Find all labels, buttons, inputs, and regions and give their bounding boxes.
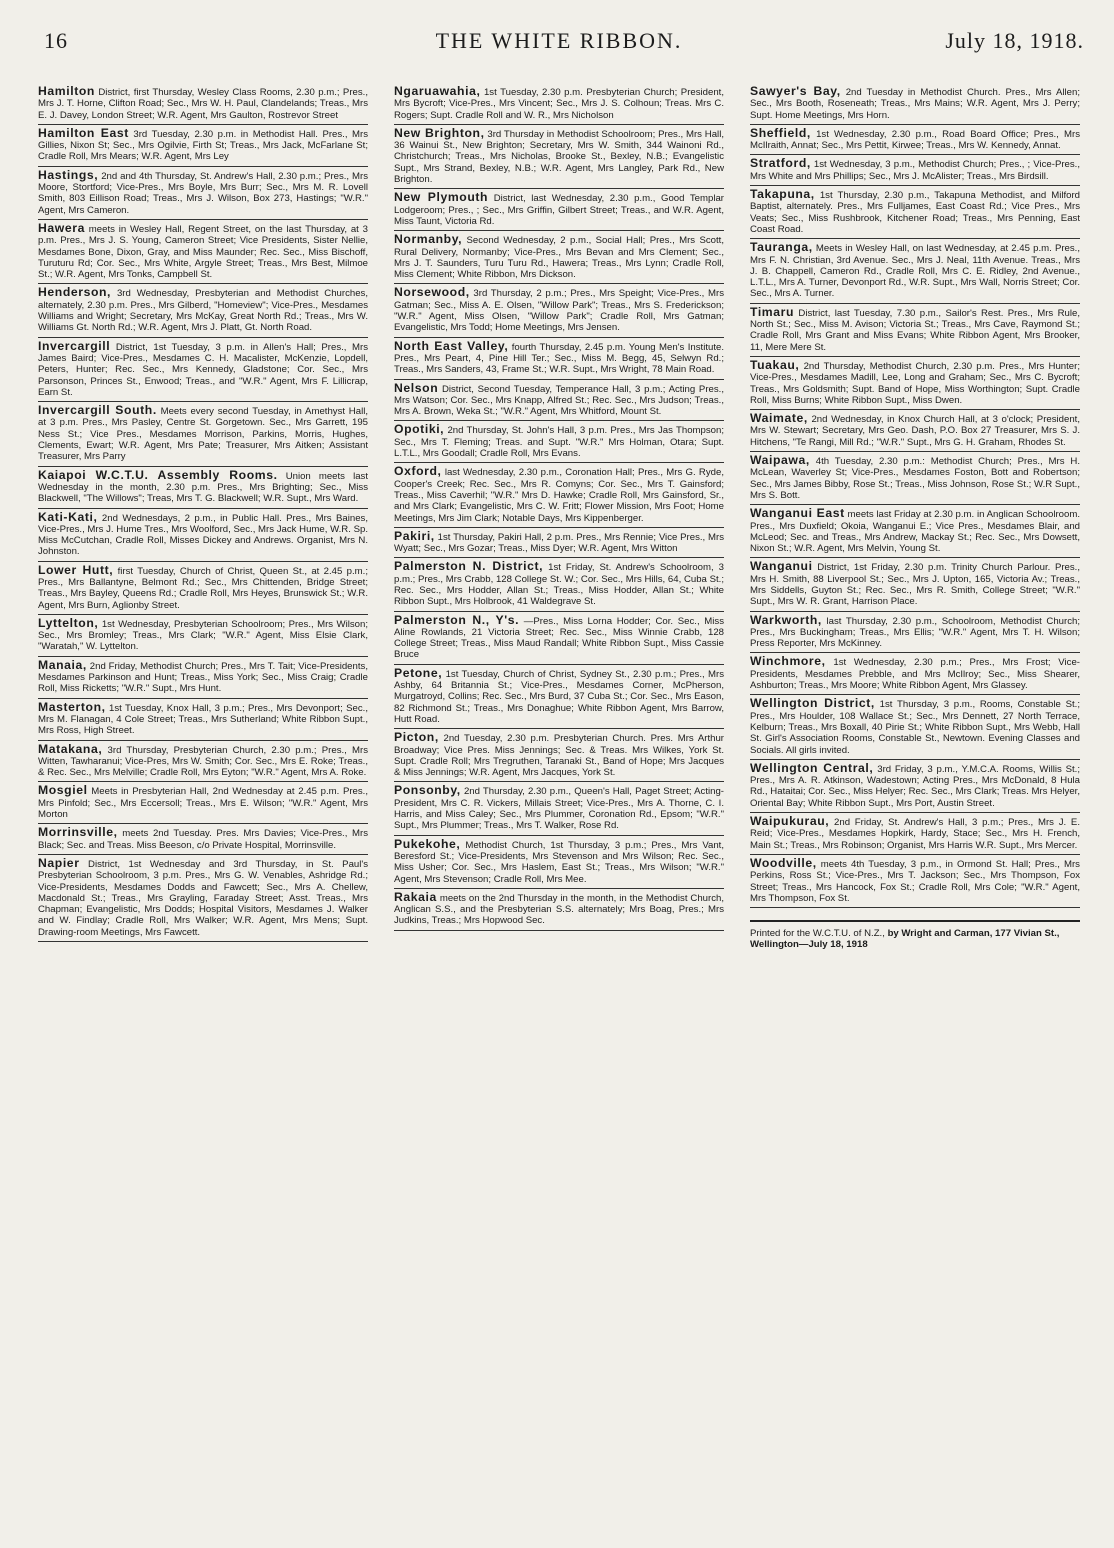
union-name: Manaia, [38, 657, 87, 672]
union-entry [394, 466, 724, 527]
union-entry [38, 855, 368, 942]
union-entry [38, 827, 368, 855]
union-entry [394, 86, 724, 125]
union-details: 4th Tuesday, 2.30 p.m.: Methodist Church; Pres., Mrs H. McLean, Waverley St; Vice-Pres., Mesdames Foston, Bott and Robertson; Sec., Mrs James Bibby, Rose St.; Treas., Miss Johnson, Rose St.; W.R Supt., Mrs S. Bott. [750, 456, 1080, 501]
union-details: District, Second Tuesday, Temperance Hall, 3 p.m.; Acting Pres., Mrs Watson; Cor. Sec., Mrs Knapp, Alfred St.; Rec. Sec., Mrs Judson; Treas., Mrs A. Brown, Weka St.; "W.R." Agent, Mrs Whitford, Mount St. [394, 383, 724, 418]
column-1 [38, 86, 368, 1526]
union-details: 3rd Thursday, 2 p.m.; Pres., Mrs Speight; Vice-Pres., Mrs Gatman; Sec., Miss A. E. Olsen, "Willow Park"; Treas., Mrs S. Frederickson; "W.R." Agent, Miss Olsen, "Willow Park"; Cradle Roll, Mrs Gatman; Evangelistic, Mrs Todd; Home Meetings, Mrs Jensen. [394, 288, 724, 334]
union-details: 2nd and 4th Thursday, St. Andrew's Hall, 2.30 p.m.; Pres., Mrs Moore, Stortford; Vice-Pres., Mrs Boyle, Mrs Burr; Sec., Mrs M. R. Lovell Smith, 803 Eillison Road; Treas., Mrs J. Wilson, Box 273, Hastings; "W.R." Agent, Mrs Cameron. [38, 170, 368, 216]
union-name: Wellington District, [750, 696, 875, 711]
union-name: Mosgiel [38, 783, 88, 798]
union-entry [750, 656, 1080, 695]
union-details: District, last Tuesday, 7.30 p.m., Sailor's Rest. Pres., Mrs Rule, North St.; Sec., Miss M. Avison; Victoria St.; Treas., Mrs Cave, Raymond St.; Cradle Roll, Mrs Grant and Miss Evans; White Ribbon Agent, Mrs Brooker, 11, Mere Mere St. [750, 307, 1080, 353]
union-entry [38, 741, 368, 783]
union-name: New Brighton, [394, 125, 485, 140]
union-name: Waipukurau, [750, 814, 830, 829]
union-details: 1st Wednesday, 2.30 p.m., Road Board Office; Pres., Mrs McIlraith, Annat; Sec., Mrs Pettit, Kirwee; Treas., Mrs W. Kennedy, Annat. [750, 128, 1080, 152]
union-entry [750, 413, 1080, 452]
union-entry [38, 167, 368, 220]
union-name: Invercargill [38, 338, 111, 353]
union-entry [750, 698, 1080, 759]
union-entry [38, 467, 368, 509]
union-entry [750, 158, 1080, 186]
union-name: Tuakau, [750, 357, 800, 372]
union-entry [750, 561, 1080, 611]
union-details: 1st Tuesday, Knox Hall, 3 p.m.; Pres., Mrs Devonport; Sec., Mrs M. Flanagan, 4 Cole Street; Treas., Mrs Sutherland; White Ribbon Supt., Mrs Ross, High Street. [38, 702, 368, 737]
union-entry [38, 287, 368, 337]
union-details: last Thursday, 2.30 p.m., Schoolroom, Methodist Church; Pres., Mrs Buckingham; Treas., Mrs Ellis; "W.R." Agent, Mrs T. H. Wilson; Press Reporter, Mrs McKinney. [750, 615, 1080, 650]
union-details: Meets in Presbyterian Hall, 2nd Wednesday at 2.45 p.m. Pres., Mrs Pinfold; Sec., Mrs Eccersoll; Treas., Mrs E. Wilson; "W.R." Agent, Mrs Morton [38, 786, 368, 821]
union-details: 1st Friday, St. Andrew's Schoolroom, 3 p.m.; Pres., Mrs Crabb, 128 College St. W.; Cor. Sec., Mrs Hills, 64, Cuba St.; Rec. Sec., Mrs Hodder, Allan St.; Treas., Miss Hodder, Allan St.; White Ribbon Supt., Mrs Holbrook, 41 Waldegrave St. [394, 562, 724, 608]
union-entry [750, 455, 1080, 505]
union-name: Ponsonby, [394, 783, 461, 798]
directory-columns [38, 86, 1082, 1526]
union-name: Invercargill South. [38, 403, 157, 418]
imprint-lead: Printed for the W.C.T.U. of N.Z., [750, 928, 888, 940]
union-name: Pukekohe, [394, 836, 461, 851]
union-name: Morrinsville, [38, 825, 118, 840]
union-details: Meets every second Tuesday, in Amethyst Hall, at 3 p.m. Pres., Mrs Pasley, Centre St. Gorgetown. Sec., Mrs Garrett, 195 Ness St.; Vice Pres., Mesdames Morrison, Parkins, Morris, Hughes, Clements, Ewart; W.R. Agent, Mrs Pate; Treasurer, Mrs Aitken; Assistant Treasurer, Mrs Parry [38, 406, 368, 463]
union-entry [394, 665, 724, 729]
union-details: 1st Thursday, 2.30 p.m., Takapuna Methodist, and Milford Baptist, alternately. Pres., Mrs Fulljames, East Coast Rd.; Vice Pres., Mrs Veats; Sec., Miss Rushbrook, Kitchener Road; Treas., Mrs Penning, East Coast Road. [750, 190, 1080, 235]
union-details: —Pres., Miss Lorna Hodder; Cor. Sec., Miss Aline Rowlands, 21 Victoria Street; Rec. Sec., Miss Winnie Crabb, 128 College Street; Treas., Miss Maud Randall; White Ribbon Supt., Miss Cassie Bruce [394, 615, 724, 661]
union-name: Norsewood, [394, 285, 470, 300]
union-name: Masterton, [38, 699, 106, 714]
union-name: Palmerston N., Y's. [394, 612, 520, 627]
union-entry [38, 125, 368, 167]
union-entry [394, 889, 724, 931]
union-details: 3rd Friday, 3 p.m., Y.M.C.A. Rooms, Willis St.; Pres., Mrs A. R. Atkinson, Wadestown; Acting Pres., Mrs McDonald, 8 Hula Rd., Hataitai; Cor. Sec., Miss Helyer; Rec. Sec., Mrs Clark; Treas. Mrs Helyer, Oriental Bay; White Ribbon Supt., Mrs Port, Austin Street. [750, 763, 1080, 809]
union-name: Ngaruawahia, [394, 86, 481, 98]
union-entry [394, 234, 724, 284]
union-details: 2nd Tuesday in Methodist Church. Pres., Mrs Allen; Sec., Mrs Booth, Roseneath; Treas., Mrs Mains; W.R. Agent, Mrs J. Perry; Supt. Home Meetings, Mrs Horn. [750, 87, 1080, 121]
union-name: Tauranga, [750, 240, 813, 255]
page-header [34, 28, 1084, 58]
union-name: Pakiri, [394, 528, 435, 543]
union-name: Wanganui [750, 559, 813, 574]
union-entry [394, 192, 724, 231]
union-details: 3rd Thursday in Methodist Schoolroom; Pres., Mrs Hall, 36 Wainui St., New Brighton; Secretary, Mrs W. Smith, 344 Wainoni Rd., Christchurch; Treas., Mrs Nicholas, Brooke St., Bexley, N.B.; Evangelistic Supt., Mrs Strand, Bexley, N.B.; W.R. Agent, Mrs Langley, Park Rd., New Brighton. [394, 128, 724, 186]
union-details: District, 1st Wednesday and 3rd Thursday, in St. Paul's Presbyterian Schoolroom, 3 p.m. Pres., Mrs G. W. Venables, Ashridge Rd.; Vice-Presidents, Mesdames Dodds and Fawcett; Sec., Mrs A. Chellew, Macdonald St.; Treas., Mrs Grayling, Faraday Street; Asst. Treas., Mrs Chapman; Evangelistic, Mrs Dodds; Hospital Visitors, Mesdames J. Walker and W. Findlay; Cradle Roll, Mrs Walker; W.R. Agent, Mrs Mens; Supt. Drawing-room Meetings, Mrs Fawcett. [38, 858, 368, 938]
union-details: 1st Wednesday, Presbyterian Schoolroom; Pres., Mrs Wilson; Sec., Mrs Bromley; Treas., Mrs Clark; "W.R." Agent, Miss Elsie Clark, "Waratah," W. Lyttelton. [38, 618, 368, 653]
union-details: 1st Wednesday, 2.30 p.m.; Pres., Mrs Frost; Vice-Presidents, Mesdames Prebble, and Mrs McIlroy; Sec., Miss Shearer, Ashburton; Treas., Mrs Moore; White Ribbon Agent, Mrs Glassey. [750, 657, 1080, 692]
union-name: Waipawa, [750, 453, 810, 468]
union-details: 3rd Wednesday, Presbyterian and Methodist Churches, alternately, 2.30 p.m. Pres., Mrs Gilberd, "Homeview"; Vice-Pres., Mesdames Williams and Wright; Secretary, Mrs McKay, Great North Rd.; Treas., Mrs W. Williams Gt. North Rd.; W.R. Agent, Mrs J. Platt, Gt. North Road. [38, 288, 368, 334]
union-entry [38, 657, 368, 699]
union-entry [750, 612, 1080, 654]
union-entry [394, 785, 724, 835]
union-details: first Tuesday, Church of Christ, Queen St., at 2.45 p.m.; Pres., Mrs Ballantyne, Belmont Rd.; Sec., Mrs Chittenden, Bridge Street; Treas., Mrs Bayley, Queens Rd.; Cradle Roll, Mrs Heyes, Brunswick St.; W.R. Agent, Mrs Burn, Aglionby Street. [38, 565, 368, 611]
union-details: 1st Thursday, 3 p.m., Rooms, Constable St.; Pres., Mrs Houlder, 108 Wallace St.; Sec., Mrs Dennett, 27 North Terrace, Kelburn; Treas., Mrs Boxall, 40 Pirie St.; White Ribbon Supt., Mrs Webb, Hall St. Girl's Association Rooms, Constable St., Newtown. Evening Classes and Socials. All girls invited. [750, 699, 1080, 756]
union-name: Wanganui East [750, 506, 845, 521]
union-name: Sawyer's Bay, [750, 86, 841, 98]
union-entry [394, 287, 724, 337]
union-name: Sheffield, [750, 125, 811, 140]
union-name: Hastings, [38, 167, 99, 182]
union-name: Lower Hutt, [38, 562, 114, 577]
union-name: Henderson, [38, 285, 112, 300]
publication-title: THE WHITE RIBBON. [435, 28, 683, 53]
union-name: Nelson [394, 380, 439, 395]
union-details: fourth Thursday, 2.45 p.m. Young Men's Institute. Pres., Mrs Peart, 4, Pine Hill Ter.; Sec., Miss M. Begg, 45, Selwyn Rd.; Treas., Mrs Sanders, 43, Frame St.; W.R. Supt., Mrs Wright, 78 Main Road. [394, 341, 724, 376]
union-entry [394, 561, 724, 611]
column-2 [394, 86, 724, 1526]
union-entry [394, 732, 724, 782]
union-entry [750, 125, 1080, 156]
union-details: meets last Friday at 2.30 p.m. in Anglican Schoolroom. Pres., Mrs Duxfield; Okoia, Wanganui E.; Vice Pres., Mesdames Blair, and McLeod; Sec. and Treas., Mrs Andrew, Mackay St.; Rec. Sec., Mrs Dowsett, Nixon St.; W.R. Agent, Mrs Melvin, Young St. [750, 509, 1080, 555]
union-name: Warkworth, [750, 612, 822, 627]
union-entry [38, 338, 368, 402]
union-name: Hawera [38, 220, 85, 235]
union-details: 2nd Friday, St. Andrew's Hall, 3 p.m.; Pres., Mrs J. E. Reid; Vice-Pres., Mesdames Hopkirk, Hardy, Stace; Sec., Mrs H. French, Main St.; Treas., Mrs Robinson; Organist, Mrs Harris W.R. Supt., Mrs Mercer. [750, 817, 1080, 851]
union-name: Timaru [750, 304, 795, 319]
union-name: Wellington Central, [750, 760, 874, 775]
union-details: meets 4th Tuesday, 3 p.m., in Ormond St. Hall; Pres., Mrs Perkins, Ross St.; Vice-Pres., Mrs T. Jackson; Sec., Mrs Thompson, Fox Street; Treas., Mrs Hancock, Fox St.; Cradle Roll, Mrs Cole; "W.R." Agent, Mrs Thompson, Fox St. [750, 858, 1080, 904]
union-name: Hamilton [38, 86, 95, 98]
issue-date: July 18, 1918. [945, 28, 1084, 53]
union-details: 2nd Wednesday, in Knox Church Hall, at 3 o'clock; President, Mrs W. Stewart; Secretary, Mrs Geo. Dash, P.O. Box 27 Treasurer, Mrs S. J. Hitchens, "Te Rangi, Mill Rd.; "W.R." Supt., Mrs G. H. Graham, Rhodes St. [750, 414, 1080, 448]
union-details: 2nd Wednesdays, 2 p.m., in Public Hall. Pres., Mrs Baines, Vice-Pres., Mrs J. Hume Tres., Mrs Woolford, Sec., Mrs Jack Hume, W.R. Sp. Miss McCutchan, Cradle Roll, Misses Dickey and Andrews. Organist, Mrs N. Johnston. [38, 512, 368, 558]
union-details: Union meets last Wednesday in the month, 2.30 p.m. Pres., Mrs Brighting; Sec., Miss Blackwell, "The Willows"; Treas, Mrs T. G. Blackwell; W.R. Supt., Mrs Ward. [38, 470, 368, 505]
union-entry [394, 612, 724, 665]
union-name: Picton, [394, 730, 439, 745]
union-name: Rakaia [394, 889, 437, 904]
union-details: District, first Thursday, Wesley Class Rooms, 2.30 p.m.; Pres., Mrs J. T. Horne, Clifton Road; Sec., Mrs W. H. Paul, Clandelands; Treas., Mrs E. J. Davey, London Street; W.R. Agent, Mrs Gaulton, Rostrevor Street [38, 87, 368, 121]
page-number: 16 [44, 28, 68, 53]
union-entry [750, 508, 1080, 558]
union-entry [750, 304, 1080, 357]
imprint-printer: by Wright and Carman, 177 Vivian St., Wellington—July 18, 1918 [750, 928, 1060, 951]
union-entry [394, 424, 724, 463]
union-name: Matakana, [38, 741, 103, 756]
union-entry [394, 125, 724, 189]
union-entry [750, 86, 1080, 125]
union-details: District, 1st Friday, 2.30 p.m. Trinity Church Parlour. Pres., Mrs H. Smith, 88 Liverpool St.; Sec., Mrs J. Upton, 165, Victoria Av.; Treas., Mrs Siddells, Guyton St.; Rec. Sec., Mrs R. Smith, College Street; "W.R." Supt., Mrs W. R. Grant, Harrison Place. [750, 562, 1080, 608]
union-name: Petone, [394, 665, 443, 680]
union-details: District, 1st Tuesday, 3 p.m. in Allen's Hall; Pres., Mrs James Baird; Vice-Pres., Mesdames C. H. Macalister, McKenzie, Lopdell, Peters, Hunter; Rec. Sec., Mrs Kennedy, Gladstone; Cor. Sec., Mrs Parsonson, Princes St., Enwood; Treas., and "W.R." Agent, Mrs F. Lillicrap, Earn St. [38, 341, 368, 398]
union-details: 2nd Thursday, Methodist Church, 2.30 p.m. Pres., Mrs Hunter; Vice-Pres., Mesdames Madill, Lee, Long and Graham; Sec., Mrs C. Bycroft; Treas., Mrs Goldsmith; Supt. Band of Hope, Miss Worthington; Supt. Cradle Roll, Miss Burns; White Ribbon Supt., Miss Dwen. [750, 360, 1080, 406]
union-details: Second Wednesday, 2 p.m., Social Hall; Pres., Mrs Scott, Rural Delivery, Normanby; Vice-Pres., Mrs Bevan and Mrs Clement; Sec., Mrs J. T. Saunders, Turu Turu Rd., Hawera; Treas., Mrs Lynn; Cradle Roll, Miss Clement; White Ribbon, Mrs Dickson. [394, 235, 724, 281]
union-details: 2nd Tuesday, 2.30 p.m. Presbyterian Church. Pres. Mrs Arthur Broadway; Vice Pres. Miss Jennings; Sec. & Treas. Mrs Wilkes, York St. Supt. Cradle Roll; Mrs Tregruthen, Taranaki St., Band of Hope; Mrs Jacques & Miss Jennings; W.R. Agent, Mrs Jacques, York St. [394, 733, 724, 779]
union-details: last Wednesday, 2.30 p.m., Coronation Hall; Pres., Mrs G. Ryde, Cooper's Creek; Rec. Sec., Mrs R. Comyns; Cor. Sec., Mrs T. Gainsford; Treas., Miss Caverhil; "W.R." Mrs D. Hawke; Cradle Roll, Mrs Gainsford, Sr., and Mrs Clark; Evangelistic, Mrs C. W. Fritt; Flower Mission, Mrs Foot; Home Meetings, Mrs Jim Clark; Notable Days, Mrs Kippenberger. [394, 467, 724, 524]
union-name: Normanby, [394, 232, 463, 247]
union-details: 3rd Tuesday, 2.30 p.m. in Methodist Hall. Pres., Mrs Gillies, Nixon St; Sec., Mrs Ogilvie, Firth St; Treas., Mrs Jack, McFarlane St; Cradle Roll, Mrs Mears; W.R. Agent, Mrs Ley [38, 128, 368, 163]
imprint [750, 920, 1080, 951]
union-name: Waimate, [750, 411, 808, 426]
union-entry [38, 562, 368, 615]
union-details: 1st Wednesday, 3 p.m., Methodist Church; Pres., ; Vice-Pres., Mrs White and Mrs Phillips; Sec., Mrs J. McAlister; Treas., Mrs Birdsill. [750, 159, 1080, 182]
union-entry [38, 220, 368, 284]
union-entry [394, 836, 724, 889]
union-entry [38, 785, 368, 824]
union-details: 1st Tuesday, 2.30 p.m. Presbyterian Church; President, Mrs Bycroft; Vice-Pres., Mrs Vincent; Sec., Mrs J. S. Colhoun; Treas. Mrs C. Rogers; Supt. Cradle Roll and W. R., Mrs Nicholson [394, 87, 724, 121]
union-entry [750, 855, 1080, 908]
union-details: 1st Tuesday, Church of Christ, Sydney St., 2.30 p.m.; Pres., Mrs Ashby, 64 Britannia St.; Vice-Pres., Mesdames Corner, McPherson, Murgatroyd, Collins; Rec. Sec., Mrs Burd, 37 Cuba St.; Cor. Sec., Mrs Eason, 82 Richmond St.; Treas., Mrs Donaghue; White Ribbon Agent, Mrs Barrow, Hutt Road. [394, 668, 724, 725]
union-entry [750, 760, 1080, 813]
union-name: Takapuna, [750, 187, 815, 202]
union-entry [750, 357, 1080, 410]
union-name: Woodville, [750, 855, 817, 870]
union-name: Stratford, [750, 156, 811, 171]
column-3-entries [750, 86, 1080, 908]
union-details: 2nd Friday, Methodist Church; Pres., Mrs T. Tait; Vice-Presidents, Mesdames Parkinson and Hunt; Treas., Miss York; Sec., Miss Craig; Cradle Roll, Miss Ricketts; "W.R." Supt., Mrs Hunt. [38, 660, 368, 695]
union-name: Opotiki, [394, 422, 445, 437]
union-entry [38, 509, 368, 562]
union-details: 1st Thursday, Pakiri Hall, 2 p.m. Pres., Mrs Rennie; Vice Pres., Mrs Wyatt; Sec., Mrs Gozar; Treas., Miss Dyer; W.R. Agent, Mrs Witton [394, 531, 724, 555]
union-name: Oxford, [394, 464, 442, 479]
union-entry [38, 615, 368, 657]
union-entry [750, 242, 1080, 303]
union-entry [394, 338, 724, 380]
union-entry [38, 699, 368, 741]
union-entry [750, 189, 1080, 239]
union-details: meets on the 2nd Thursday in the month, in the Methodist Church, Anglican S.S., and the Presbyterian S.S. alternately; Mrs Boag, Pres.; Mrs Judkins, Treas.; Mrs Hopwood Sec. [394, 892, 724, 927]
union-details: 2nd Thursday, St. John's Hall, 3 p.m. Pres., Mrs Jas Thompson; Sec., Mrs T. Fleming; Treas. and Supt. "W.R." Mrs Holman, Otara; Supt. L.T.L., Mrs Goodall; Cradle Roll, Mrs Evans. [394, 425, 724, 460]
union-name: Napier [38, 855, 80, 870]
union-details: District, last Wednesday, 2.30 p.m., Good Templar Lodgeroom; Pres., ; Sec., Mrs Griffin, Gilbert Street; Treas., and W.R. Agent, Miss Taunt, Victoria Rd. [394, 193, 724, 227]
union-name: Palmerston N. District, [394, 559, 544, 574]
union-details: 2nd Thursday, 2.30 p.m., Queen's Hall, Paget Street; Acting-President, Mrs C. R. Vickers, Millais Street; Vice-Pres., Mrs A. Thorne, C. I. Harris, and Miss Caley; Sec., Mrs Plummer, Coronation Rd., Epsom; "W.R." Supt., Mrs Plummer; Treas., Mrs T. Walker, Rose Rd. [394, 786, 724, 832]
union-entry [38, 405, 368, 466]
union-entry [394, 380, 724, 422]
union-details: 3rd Thursday, Presbyterian Church, 2.30 p.m.; Pres., Mrs Witten, Tawharanui; Vice-Pres, Mrs W. Smith; Cor. Sec., Mrs E. Roke; Treas., & Rec. Sec., Mrs Melville; Cradle Roll, Mrs Eyton; "W.R." Agent, Mrs A. Roke. [38, 744, 368, 779]
union-name: Kati-Kati, [38, 509, 98, 524]
union-details: meets 2nd Tuesday. Pres. Mrs Davies; Vice-Pres., Mrs Black; Sec. and Treas. Miss Beeson, c/o Private Hospital, Morrinsville. [38, 828, 368, 851]
union-name: Hamilton East [38, 125, 129, 140]
union-name: New Plymouth [394, 190, 489, 205]
union-details: Meets in Wesley Hall, on last Wednesday, at 2.45 p.m. Pres., Mrs F. N. Christian, 3rd Avenue. Sec., Mrs J. Neal, 11th Avenue. Treas., Mrs J. B. Chappell, Cameron Rd., Cradle Roll, Mrs C. E. Ridley, 2nd Avenue., L.T.L., Mrs A. Turner, Devonport Rd., W.R. Supt., Mrs Wall, Norris Street; Cor. Sec., Mrs A. Turner. [750, 243, 1080, 300]
union-details: Methodist Church, 1st Thursday, 3 p.m.; Pres., Mrs Vant, Beresford St.; Vice-Presidents, Mrs Stevenson and Mrs Wilson; Rec. Sec., Miss Usher; Cor. Sec., Mrs Haslem, East St.; Treas., Mrs Wilson; "W.R." Agent, Mrs Stevenson; Cradle Roll, Mrs Mee. [394, 839, 724, 885]
union-details: meets in Wesley Hall, Regent Street, on the last Thursday, at 3 p.m. Pres., Mrs J. S. Young, Cameron Street; Vice Presidents, Sister Nellie, Mesdames Bone, Dixon, Gray, and Miss Maunder; Rec. Sec., Miss Bischoff, Turuturu Rd; Cor. Sec., Mrs White, Argyle Street; Treas., Mrs Best, Milmoe St.; W.R. Agent, Mrs Tonks, Campbell St. [38, 223, 368, 281]
union-name: Lyttelton, [38, 615, 99, 630]
column-3 [750, 86, 1080, 1526]
union-entry [750, 816, 1080, 855]
union-name: Winchmore, [750, 654, 826, 669]
union-name: North East Valley, [394, 338, 509, 353]
union-entry [38, 86, 368, 125]
union-name: Kaiapoi W.C.T.U. Assembly Rooms. [38, 467, 278, 482]
union-entry [394, 528, 724, 559]
